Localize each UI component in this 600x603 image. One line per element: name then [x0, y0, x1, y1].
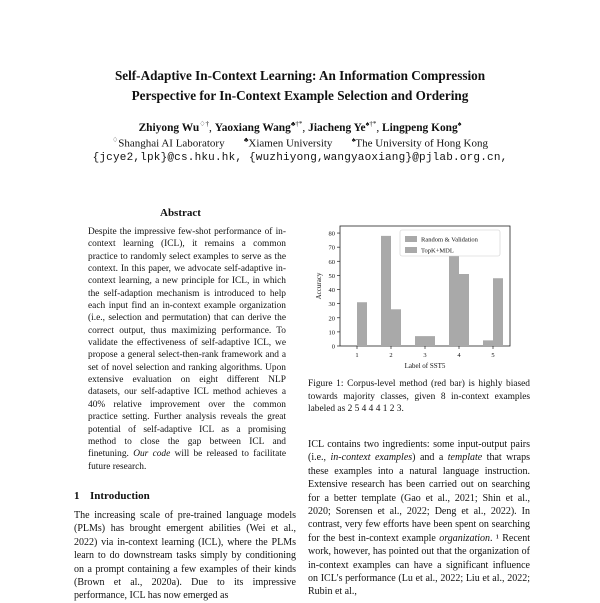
y-tick-label: 80 [328, 230, 335, 238]
y-tick-label: 0 [331, 343, 335, 351]
bar-random-validation [415, 336, 425, 346]
affiliation-name: Xiamen University [248, 137, 333, 150]
x-tick-label: 5 [491, 352, 495, 359]
text-run: ICL contains two ingredients: some input-output pairs (i.e., [308, 439, 530, 464]
emphasis-organization: organization [439, 532, 490, 544]
bar-random-validation [381, 236, 391, 346]
author-name: Zhiyong Wu [138, 121, 200, 134]
section-number: 1 [74, 490, 80, 502]
author-name: Jiacheng Ye [308, 121, 366, 134]
bar-topk-mdl [391, 309, 401, 346]
bar-topk-mdl [493, 278, 503, 346]
author-name: Lingpeng Kong [382, 121, 458, 134]
paper-title-line-1: Self-Adaptive In-Context Learning: An Information Compression [114, 68, 486, 83]
affiliation-mark: ♣ [243, 136, 249, 144]
bar-random-validation [449, 251, 459, 346]
x-tick-label: 2 [389, 352, 393, 359]
legend-swatch [405, 247, 417, 253]
legend-label: Random & Validation [421, 236, 478, 244]
figure-1-chart [312, 222, 518, 374]
abstract-tail: will be released to facilitate future research. [88, 449, 286, 472]
y-tick-label: 10 [328, 329, 335, 337]
author-marks: ♣†* [290, 120, 303, 128]
author-list: Zhiyong Wu♢†, Yaoxiang Wang♣†*, Jiacheng Ye♠†*, Lingpeng Kong♠ [138, 120, 462, 134]
affiliation-mark: ♠ [351, 136, 356, 144]
affiliation-name: Shanghai AI Laboratory [118, 137, 225, 150]
y-tick-label: 50 [328, 272, 335, 280]
bar-random-validation [483, 340, 493, 346]
abstract-body [88, 226, 286, 473]
author-marks: ♠†* [365, 120, 377, 128]
author-marks: ♢† [199, 120, 210, 128]
y-axis-label: Accuracy [315, 272, 323, 300]
x-tick-label: 1 [355, 352, 359, 359]
x-axis-label: Label of SST5 [404, 362, 446, 370]
y-tick-label: 30 [328, 301, 335, 309]
affiliation-name: The University of Hong Kong [355, 137, 488, 150]
figure-1-caption: Figure 1: Corpus-level method (red bar) is highly biased towards majority classes, given 8 in-context examples labeled as 2 5 4 4 4 1 2 3. [308, 379, 530, 415]
text-run: . ¹ Recent work, however, has pointed out that the organization of in-context examples can have a significant influence on ICL's performance (Lu et al., 2022; Liu et al., 2022; Rubin et al., [308, 532, 530, 598]
y-tick-label: 60 [328, 258, 335, 266]
intro-body: The increasing scale of pre-trained language models (PLMs) has brought emergent abilities (Wei et al., 2022) via in-context learning (ICL), where the PLMs learn to do downstream tasks simply by conditioning on a prompt containing a few examples of their kinds (Brown et al., 2020a). Due to its impressive performance, ICL has now emerged as [74, 510, 296, 602]
author-name: Yaoxiang Wang [214, 121, 291, 134]
text-run: that wraps these examples into a natural language instruction. Extensive research has been carried out on searching for a better template (Gao et al., 2021; Shin et al., 2020; Sorensen et al., 2022; Deng et al., 2022). In contrast, very few efforts have been spent on searching for the best in-context example [308, 452, 530, 544]
y-tick-label: 40 [328, 287, 335, 295]
text-run: ) and a [412, 452, 448, 464]
paper-title-line-2: Perspective for In-Context Example Selection and Ordering [131, 88, 469, 103]
code-note: Our code [133, 449, 171, 460]
intro-heading [74, 490, 150, 502]
bar-topk-mdl [425, 336, 435, 346]
right-column-text [308, 438, 530, 599]
bar-topk-mdl [459, 274, 469, 346]
y-tick-label: 70 [328, 244, 335, 252]
abstract-heading: Abstract [160, 207, 201, 219]
y-tick-label: 20 [328, 315, 335, 323]
author-marks: ♠ [457, 120, 462, 128]
bar-topk-mdl [357, 302, 367, 346]
abstract-text: Despite the impressive few-shot performance of in-context learning (ICL), it remains a common practice to randomly select examples to serve as the context. In this paper, we advocate self-adaptive in-context learning, a new principle for ICL, in which the self-adaption mechanism is introduced to help each input find an in-context example organization (i.e., selection and permutation) that can derive the correct output, thus maximizing performance. To validate the effectiveness of self-adaptive ICL, we propose a general select-then-rank framework and a set of novel selection and ranking algorithms. Upon extensive evaluation on eight different NLP datasets, our self-adaptive ICL method achieves a 40% relative improvement over the common practice setting. Further analysis reveals the great potential of self-adaptive ICL as a promising method to close the gap between ICL and finetuning. [88, 227, 286, 460]
legend-label: TopK+MDL [421, 247, 454, 255]
x-tick-label: 4 [457, 352, 461, 359]
section-title: Introduction [90, 490, 150, 502]
author-emails: {jcye2,lpk}@cs.hku.hk, {wuzhiyong,wangyaoxiang}@pjlab.org.cn, [92, 152, 508, 164]
legend-swatch [405, 236, 417, 242]
affiliation-mark: ♢ [111, 136, 119, 144]
x-tick-label: 3 [423, 352, 427, 359]
emphasis-in-context-examples: in-context examples [330, 452, 413, 464]
affiliation-list [40, 136, 560, 150]
emphasis-template: template [447, 452, 483, 464]
